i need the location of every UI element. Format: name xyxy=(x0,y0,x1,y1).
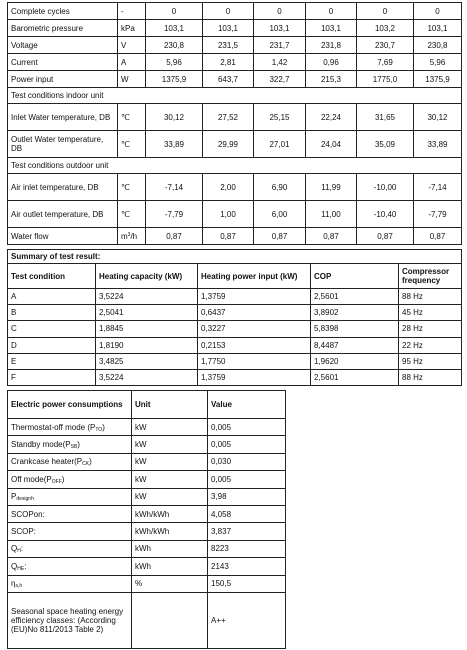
row-value: 11,99 xyxy=(306,174,357,201)
table-row xyxy=(8,37,462,54)
summary-cell: 0,3227 xyxy=(198,321,311,337)
power-row xyxy=(8,419,286,436)
label-pre: P xyxy=(11,492,17,502)
row-value: 231,7 xyxy=(254,37,306,54)
label-post: : xyxy=(24,561,27,571)
label-pre: η xyxy=(11,579,16,589)
summary-cell: 88 Hz xyxy=(399,289,462,305)
row-value: 103,1 xyxy=(146,20,203,37)
label-post: ) xyxy=(89,457,92,467)
label-sub: SB xyxy=(70,444,78,451)
summary-row xyxy=(8,353,462,369)
summary-cell: 5,8398 xyxy=(311,321,399,337)
row-value: 1,00 xyxy=(203,201,254,228)
power-label xyxy=(8,540,132,557)
seasonal-row xyxy=(8,592,286,648)
column-header: Test condition xyxy=(8,264,96,289)
summary-cell: 1,3759 xyxy=(198,289,311,305)
summary-cell: 0,2153 xyxy=(198,337,311,353)
row-label: Complete cycles xyxy=(8,3,118,20)
row-value: 643,7 xyxy=(203,71,254,88)
table-row xyxy=(8,20,462,37)
power-unit: kW xyxy=(132,471,208,488)
unit-after: /h xyxy=(130,231,138,241)
row-value: 103,1 xyxy=(414,20,462,37)
row-value: 230,7 xyxy=(357,37,414,54)
label-sub: H xyxy=(17,548,21,555)
table-row xyxy=(8,131,462,158)
power-label xyxy=(8,453,132,470)
row-value: 2,00 xyxy=(203,174,254,201)
power-row xyxy=(8,575,286,592)
column-header: Value xyxy=(208,391,286,419)
row-value: 30,12 xyxy=(414,104,462,131)
power-row xyxy=(8,436,286,453)
power-value: 0,030 xyxy=(208,453,286,470)
row-label: Power input xyxy=(8,71,118,88)
row-unit: A xyxy=(118,54,146,71)
row-value: 6,90 xyxy=(254,174,306,201)
row-value: 0,87 xyxy=(414,228,462,245)
power-consumption-table xyxy=(7,390,286,649)
table-row xyxy=(8,71,462,88)
row-value: 0 xyxy=(146,3,203,20)
summary-cell: 2,5601 xyxy=(311,289,399,305)
column-header: Electric power consumptions xyxy=(8,391,132,419)
label-pre: Off mode(P xyxy=(11,474,52,484)
label-sub: designh xyxy=(16,496,34,503)
row-value: -7,14 xyxy=(414,174,462,201)
power-unit: kWh xyxy=(132,558,208,575)
power-unit: kWh/kWh xyxy=(132,505,208,522)
section-row xyxy=(8,88,462,104)
summary-cell: 95 Hz xyxy=(399,353,462,369)
row-unit: ℃ xyxy=(118,174,146,201)
label-post: ) xyxy=(102,422,105,432)
table-row xyxy=(8,104,462,131)
power-row xyxy=(8,453,286,470)
row-value: 24,04 xyxy=(306,131,357,158)
label-sub: OFF xyxy=(51,478,62,485)
power-row xyxy=(8,540,286,557)
power-value: 0,005 xyxy=(208,436,286,453)
row-value: 29,99 xyxy=(203,131,254,158)
power-value: 2143 xyxy=(208,558,286,575)
label-sub: CK xyxy=(82,461,90,468)
power-unit: kWh xyxy=(132,540,208,557)
seasonal-value: A++ xyxy=(208,592,286,648)
row-value: 103,1 xyxy=(203,20,254,37)
row-value: 33,89 xyxy=(414,131,462,158)
summary-cell: 1,7750 xyxy=(198,353,311,369)
power-row xyxy=(8,488,286,505)
unit-sup: 3 xyxy=(127,231,131,238)
power-value: 0,005 xyxy=(208,419,286,436)
table-row xyxy=(8,228,462,245)
power-label xyxy=(8,523,132,540)
power-row xyxy=(8,471,286,488)
summary-cell: 1,9620 xyxy=(311,353,399,369)
column-header: COP xyxy=(311,264,399,289)
power-label xyxy=(8,575,132,592)
row-value: 0,87 xyxy=(203,228,254,245)
table-row xyxy=(8,54,462,71)
summary-cell: 1,8845 xyxy=(96,321,198,337)
row-value: 27,52 xyxy=(203,104,254,131)
row-value: -10,40 xyxy=(357,201,414,228)
row-unit xyxy=(118,228,146,245)
label-pre: Crankcase heater(P xyxy=(11,457,83,467)
section-row xyxy=(8,158,462,174)
summary-row xyxy=(8,305,462,321)
seasonal-label: Seasonal space heating energy efficiency classes: (According (EU)No 811/2013 Table 2) xyxy=(8,592,132,648)
summary-cell: 0,6437 xyxy=(198,305,311,321)
row-value: 7,69 xyxy=(357,54,414,71)
table-row xyxy=(8,3,462,20)
power-row xyxy=(8,505,286,522)
row-value: 35,09 xyxy=(357,131,414,158)
row-value: 230,8 xyxy=(146,37,203,54)
row-value: 1375,9 xyxy=(146,71,203,88)
power-value: 150,5 xyxy=(208,575,286,592)
power-label xyxy=(8,558,132,575)
row-value: 231,8 xyxy=(306,37,357,54)
row-value: 215,3 xyxy=(306,71,357,88)
label-pre: Q xyxy=(11,544,18,554)
summary-cell: B xyxy=(8,305,96,321)
power-header-row xyxy=(8,391,286,419)
label-post: ) xyxy=(77,440,80,450)
row-value: 103,2 xyxy=(357,20,414,37)
column-header: Unit xyxy=(132,391,208,419)
row-value: 2,81 xyxy=(203,54,254,71)
row-unit: W xyxy=(118,71,146,88)
row-value: -10,00 xyxy=(357,174,414,201)
row-label: Outlet Water temperature, DB xyxy=(8,131,118,158)
row-value: -7,14 xyxy=(146,174,203,201)
label-post: ) xyxy=(61,474,65,484)
column-header: Heating power input (kW) xyxy=(198,264,311,289)
row-unit: V xyxy=(118,37,146,54)
row-value: 1375,9 xyxy=(414,71,462,88)
row-value: 322,7 xyxy=(254,71,306,88)
power-value: 8223 xyxy=(208,540,286,557)
row-value: 230,8 xyxy=(414,37,462,54)
power-value: 4,058 xyxy=(208,505,286,522)
power-label xyxy=(8,471,132,488)
summary-cell: F xyxy=(8,369,96,385)
summary-cell: 2,5041 xyxy=(96,305,198,321)
power-label xyxy=(8,488,132,505)
power-unit: % xyxy=(132,575,208,592)
summary-cell: E xyxy=(8,353,96,369)
row-value: -7,79 xyxy=(414,201,462,228)
row-label: Current xyxy=(8,54,118,71)
table-row xyxy=(8,174,462,201)
section-title: Test conditions indoor unit xyxy=(8,88,462,104)
row-label: Air outlet temperature, DB xyxy=(8,201,118,228)
label-post: : xyxy=(20,544,24,554)
power-unit: kW xyxy=(132,488,208,505)
row-unit: - xyxy=(118,3,146,20)
label-sub: TO xyxy=(95,426,103,433)
summary-title: Summary of test result: xyxy=(8,250,462,264)
summary-cell: 45 Hz xyxy=(399,305,462,321)
row-value: 1,42 xyxy=(254,54,306,71)
unit-base: m xyxy=(121,231,128,241)
row-value: 0 xyxy=(306,3,357,20)
summary-cell: 1,3759 xyxy=(198,369,311,385)
label-pre: Q xyxy=(11,561,18,571)
summary-cell: A xyxy=(8,289,96,305)
summary-cell: 88 Hz xyxy=(399,369,462,385)
summary-title-row xyxy=(8,250,462,264)
column-header: Heating capacity (kW) xyxy=(96,264,198,289)
power-unit: kW xyxy=(132,419,208,436)
row-value: 31,65 xyxy=(357,104,414,131)
power-label xyxy=(8,436,132,453)
row-value: 0,87 xyxy=(306,228,357,245)
section-title: Test conditions outdoor unit xyxy=(8,158,462,174)
test-data-body xyxy=(8,3,462,245)
row-unit: ℃ xyxy=(118,104,146,131)
test-data-table xyxy=(7,2,462,245)
power-row xyxy=(8,558,286,575)
row-value: 5,96 xyxy=(414,54,462,71)
seasonal-unit xyxy=(132,592,208,648)
summary-cell: 1,8190 xyxy=(96,337,198,353)
summary-cell: 3,4825 xyxy=(96,353,198,369)
summary-row xyxy=(8,321,462,337)
summary-header-row xyxy=(8,264,462,289)
summary-cell: 3,5224 xyxy=(96,289,198,305)
row-label: Water flow xyxy=(8,228,118,245)
row-value: 0 xyxy=(254,3,306,20)
row-value: 30,12 xyxy=(146,104,203,131)
summary-cell: 8,4487 xyxy=(311,337,399,353)
row-value: 0,87 xyxy=(254,228,306,245)
summary-cell: D xyxy=(8,337,96,353)
label-sub: s,h xyxy=(15,583,23,590)
row-value: 0,87 xyxy=(146,228,203,245)
row-value: 0,87 xyxy=(357,228,414,245)
label-pre: SCOPon: xyxy=(11,509,45,519)
power-unit: kWh/kWh xyxy=(132,523,208,540)
row-value: 0 xyxy=(203,3,254,20)
row-value: 103,1 xyxy=(254,20,306,37)
row-value: 6,00 xyxy=(254,201,306,228)
row-value: 103,1 xyxy=(306,20,357,37)
summary-cell: 22 Hz xyxy=(399,337,462,353)
power-value: 0,005 xyxy=(208,471,286,488)
summary-body xyxy=(8,250,462,386)
summary-cell: 28 Hz xyxy=(399,321,462,337)
power-row xyxy=(8,523,286,540)
row-value: -7,79 xyxy=(146,201,203,228)
summary-row xyxy=(8,369,462,385)
summary-cell: C xyxy=(8,321,96,337)
row-value: 0,96 xyxy=(306,54,357,71)
summary-cell: 3,8902 xyxy=(311,305,399,321)
row-value: 11,00 xyxy=(306,201,357,228)
row-value: 22,24 xyxy=(306,104,357,131)
table-row xyxy=(8,201,462,228)
label-pre: Standby mode(P xyxy=(11,440,71,450)
row-value: 0 xyxy=(414,3,462,20)
row-label: Voltage xyxy=(8,37,118,54)
row-value: 0 xyxy=(357,3,414,20)
row-value: 1775,0 xyxy=(357,71,414,88)
row-unit: ℃ xyxy=(118,201,146,228)
summary-cell: 3,5224 xyxy=(96,369,198,385)
power-label xyxy=(8,505,132,522)
row-label: Air inlet temperature, DB xyxy=(8,174,118,201)
column-header: Compressor frequency xyxy=(399,264,462,289)
row-value: 27,01 xyxy=(254,131,306,158)
summary-cell: 2,5601 xyxy=(311,369,399,385)
row-value: 231,5 xyxy=(203,37,254,54)
row-label: Barometric pressure xyxy=(8,20,118,37)
power-value: 3,98 xyxy=(208,488,286,505)
label-pre: SCOP: xyxy=(11,527,36,537)
row-label: Inlet Water temperature, DB xyxy=(8,104,118,131)
power-unit: kW xyxy=(132,436,208,453)
power-value: 3,837 xyxy=(208,523,286,540)
summary-row xyxy=(8,289,462,305)
row-value: 33,89 xyxy=(146,131,203,158)
power-label xyxy=(8,419,132,436)
summary-row xyxy=(8,337,462,353)
row-value: 25,15 xyxy=(254,104,306,131)
summary-table xyxy=(7,249,462,386)
power-unit: kW xyxy=(132,453,208,470)
row-unit: ℃ xyxy=(118,131,146,158)
label-sub: HE xyxy=(17,565,25,572)
power-consumption-body xyxy=(8,391,286,649)
label-pre: Thermostat-off mode (P xyxy=(11,422,96,432)
row-unit: kPa xyxy=(118,20,146,37)
row-value: 5,96 xyxy=(146,54,203,71)
